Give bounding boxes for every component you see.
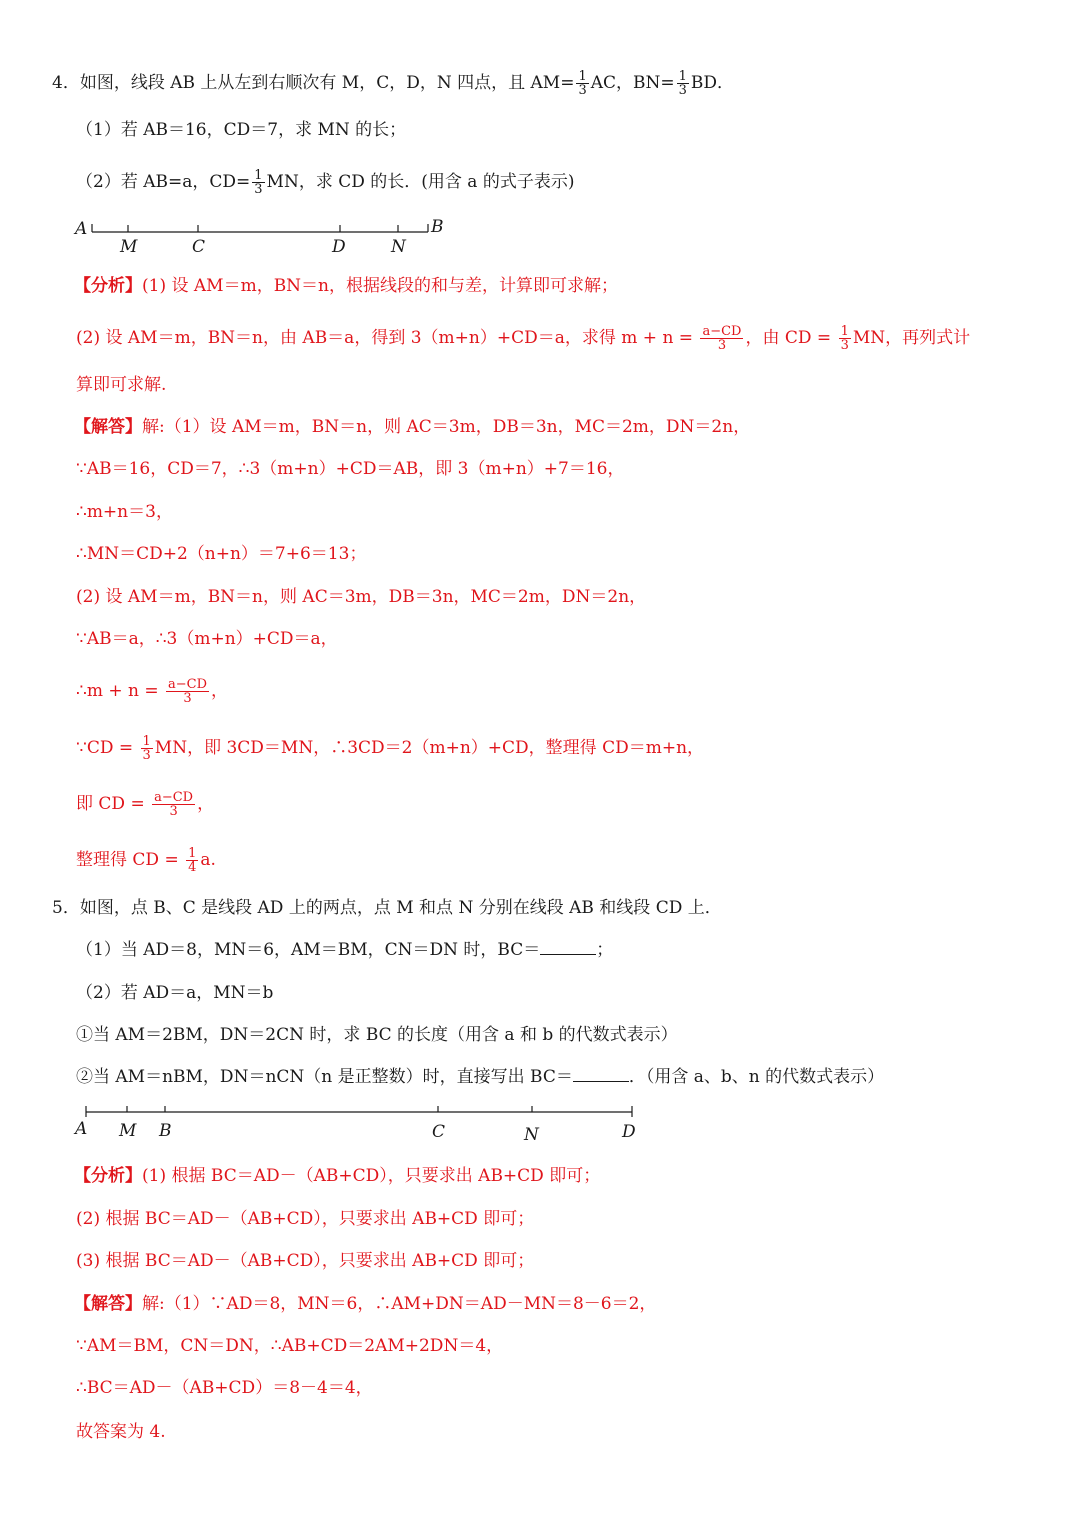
q4-part1: （1）若 AB＝16，CD＝7，求 MN 的长；: [76, 120, 407, 140]
answer-blank: [573, 1067, 629, 1082]
q5-stem: 5．如图，点 B、C 是线段 AD 上的两点，点 M 和点 N 分别在线段 AB 和线段 CD 上．: [52, 898, 722, 918]
q4-analysis-fraction: $\frac{a-CD}{3}$: [702, 324, 742, 353]
q4-solution-fraction: $\frac{a-CD}{3}$: [154, 790, 194, 819]
q4-stem: 4．如图，线段 AB 上从左到右顺次有 M，C，D，N 四点，且 AM= $\frac{1}{3}$ AC，BN= $\frac{1}{3}$ BD．: [52, 69, 735, 98]
q5-solution-2: ∵AM＝BM，CN＝DN，∴AB+CD＝2AM+2DN＝4，: [76, 1336, 504, 1356]
q4-solution-2: ∵AB＝16，CD＝7，∴3（m+n）+CD＝AB，即 3（m+n）+7＝16，: [76, 459, 625, 479]
solution-tag: 【解答】: [74, 1294, 142, 1314]
point-label-c: C: [432, 1122, 446, 1142]
q4-stem-fraction: $\frac{1}{3}$: [578, 69, 587, 98]
point-label-m: M: [120, 237, 138, 257]
point-label-n: N: [391, 237, 406, 257]
q4-part2: （2）若 AB=a，CD= $\frac{1}{3}$ MN，求 CD 的长．(用含 a 的式子表示): [76, 168, 575, 197]
q4-stem-fraction: $\frac{1}{3}$: [678, 69, 687, 98]
q4-solution-fraction: $\frac{a-CD}{3}$: [168, 677, 208, 706]
point-label-m: M: [119, 1121, 137, 1141]
point-label-b: B: [431, 217, 444, 237]
point-label-d: D: [332, 237, 346, 257]
q4-analysis-1: 【分析】(1) 设 AM＝m，BN＝n，根据线段的和与差，计算即可求解；: [74, 276, 619, 296]
q4-solution-4: ∴MN＝CD+2（n+n）＝7+6＝13；: [76, 544, 367, 564]
q4-solution-6: ∵AB＝a，∴3（m+n）+CD＝a，: [76, 629, 338, 649]
answer-blank: [540, 940, 596, 955]
point-label-n: N: [524, 1125, 539, 1145]
point-label-a: A: [75, 219, 88, 239]
q4-analysis-2: (2) 设 AM＝m，BN＝n，由 AB＝a，得到 3（m+n）+CD＝a，求得 m + n = $\frac{a-CD}{3}$ ，由 CD = $\frac{1}{3}$ MN，再列式计: [76, 324, 971, 353]
q4-part2-fraction: $\frac{1}{3}$: [254, 168, 263, 197]
q4-solution-fraction: $\frac{1}{4}$: [188, 846, 197, 875]
q5-solution-4: 故答案为 4.: [76, 1422, 166, 1442]
q4-solution-5: (2) 设 AM＝m，BN＝n，则 AC＝3m，DB＝3n，MC＝2m，DN＝2n，: [76, 587, 647, 607]
solution-tag: 【解答】: [74, 417, 142, 437]
q5-segment-diagram: [70, 1100, 650, 1150]
analysis-tag: 【分析】: [74, 1166, 142, 1186]
q4-analysis-fraction: $\frac{1}{3}$: [840, 324, 849, 353]
q5-analysis-1: 【分析】(1) 根据 BC＝AD－（AB+CD），只要求出 AB+CD 即可；: [74, 1166, 601, 1186]
q4-segment-diagram: [70, 212, 460, 262]
q5-analysis-3: (3) 根据 BC＝AD－（AB+CD），只要求出 AB+CD 即可；: [76, 1251, 535, 1271]
q4-solution-fraction: $\frac{1}{3}$: [142, 734, 151, 763]
q4-solution-10: 整理得 CD = $\frac{1}{4}$ a.: [76, 846, 216, 875]
q4-solution-8: ∵CD = $\frac{1}{3}$ MN，即 3CD＝MN，∴3CD＝2（m+n）+CD，整理得 CD＝m+n，: [76, 734, 705, 763]
q4-solution-1: 【解答】解:（1）设 AM＝m，BN＝n，则 AC＝3m，DB＝3n，MC＝2m，DN＝2n，: [74, 417, 751, 437]
q5-part2a: ①当 AM＝2BM，DN＝2CN 时，求 BC 的长度（用含 a 和 b 的代数式表示）: [76, 1025, 678, 1045]
q5-solution-3: ∴BC＝AD－（AB+CD）＝8－4＝4，: [76, 1378, 373, 1398]
q5-part1: （1）当 AD＝8，MN＝6，AM＝BM，CN＝DN 时，BC＝ ；: [76, 940, 614, 960]
q5-part2: （2）若 AD＝a，MN＝b: [76, 983, 274, 1003]
q4-stem-text: 4．如图，线段 AB 上从左到右顺次有 M，C，D，N 四点，且 AM=: [52, 73, 575, 93]
q5-part2b: ②当 AM＝nBM，DN＝nCN（n 是正整数）时，直接写出 BC＝ ．（用含 a、b、n 的代数式表示）: [76, 1067, 885, 1087]
analysis-tag: 【分析】: [74, 276, 142, 296]
q4-solution-9: 即 CD = $\frac{a-CD}{3}$ ，: [76, 790, 215, 819]
point-label-c: C: [192, 237, 206, 257]
q4-analysis-3: 算即可求解.: [76, 375, 167, 395]
q5-solution-1: 【解答】解:（1）∵AD＝8，MN＝6，∴AM+DN＝AD－MN＝8－6＝2，: [74, 1294, 657, 1314]
point-label-a: A: [75, 1119, 88, 1139]
point-label-d: D: [622, 1122, 636, 1142]
q4-solution-7: ∴m + n = $\frac{a-CD}{3}$ ，: [76, 677, 229, 706]
q4-solution-3: ∴m+n＝3，: [76, 502, 173, 522]
q5-analysis-2: (2) 根据 BC＝AD－（AB+CD），只要求出 AB+CD 即可；: [76, 1209, 535, 1229]
point-label-b: B: [159, 1121, 172, 1141]
